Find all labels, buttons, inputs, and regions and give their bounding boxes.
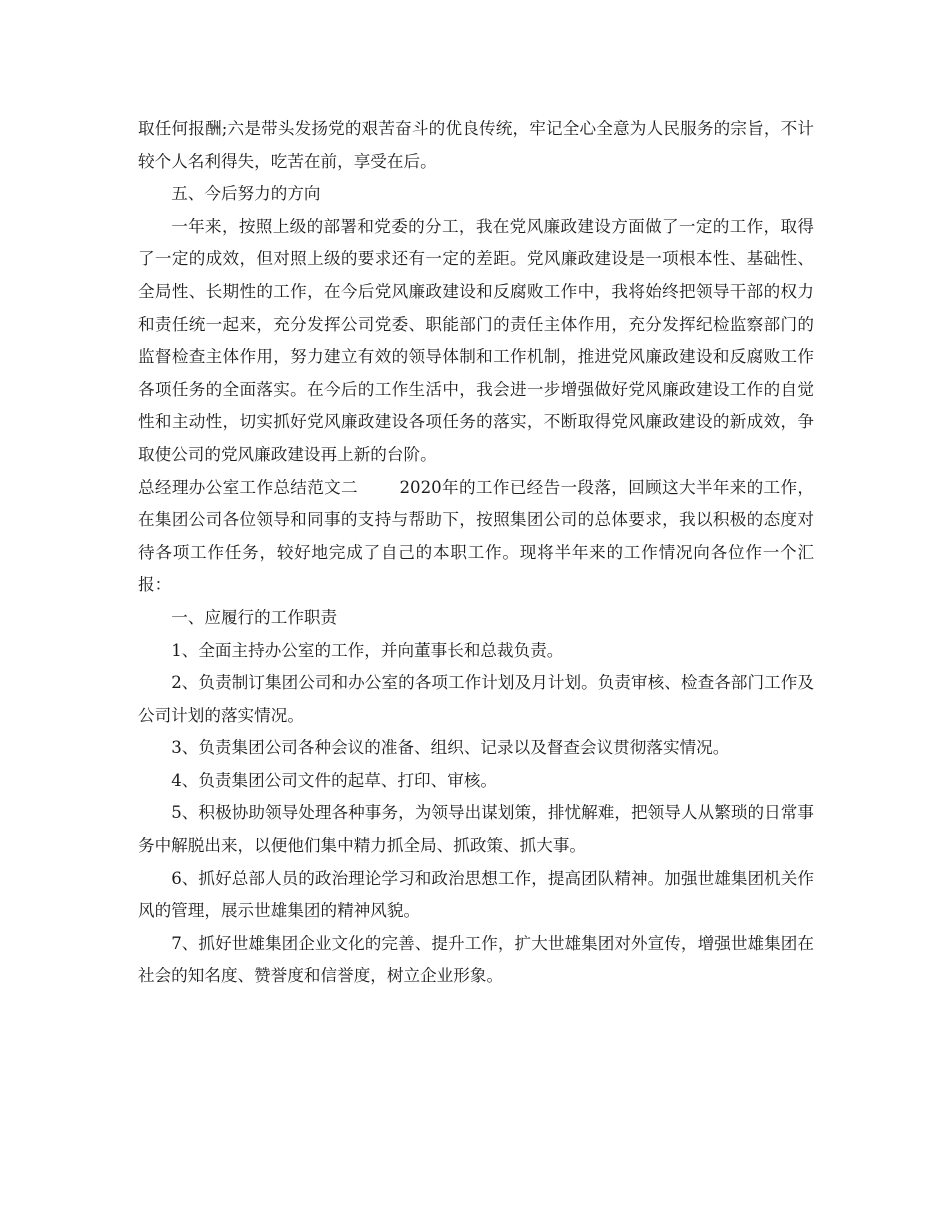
duty-item-2: 2、负责制订集团公司和办公室的各项工作计划及月计划。负责审核、检查各部门工作及公司计划的落实情况。	[138, 673, 814, 725]
duty-item-1: 1、全面主持办公室的工作，并向董事长和总裁负责。	[171, 640, 564, 660]
section-heading-duties: 一、应履行的工作职责	[171, 607, 338, 627]
paragraph-year-review: 一年来，按照上级的部署和党委的分工，我在党风廉政建设方面做了一定的工作，取得了一定的成效，但对照上级的要求还有一定的差距。党风廉政建设是一项根本性、基础性、全局性、长期性的工作，在今后党风廉政建设和反腐败工作中，我将始终把领导干部的权力和责任统一起来，充分发挥公司党委、职能部门的责任主体作用，充分发挥纪检监察部门的监督检查主体作用，努力建立有效的领导体制和工作机制，推进党风廉政建设和反腐败工作各项任务的全面落实。在今后的工作生活中，我会进一步增强做好党风廉政建设工作的自觉性和主动性，切实抓好党风廉政建设各项任务的落实，不断取得党风廉政建设的新成效，争取使公司的党风廉政建设再上新的台阶。	[138, 216, 814, 464]
section-heading-future-direction: 五、今后努力的方向	[171, 184, 321, 204]
duty-item-5: 5、积极协助领导处理各种事务，为领导出谋划策，排忧解难，把领导人从繁琐的日常事务中解脱出来，以便他们集中精力抓全局、抓政策、抓大事。	[138, 803, 814, 856]
document-page	[138, 113, 814, 993]
duty-item-6: 6、抓好总部人员的政治理论学习和政治思想工作，提高团队精神。加强世雄集团机关作风的管理，展示世雄集团的精神风貌。	[138, 868, 814, 921]
paragraph-sample-two	[138, 472, 814, 602]
duty-item-4: 4、负责集团公司文件的起草、打印、审核。	[171, 770, 498, 790]
sample-two-title: 总经理办公室工作总结范文二	[138, 477, 358, 497]
sample-two-intro: 2020年的工作已经告一段落，回顾这大半年来的工作，在集团公司各位领导和同事的支持与帮助下，按照集团公司的总体要求，我以积极的态度对待各项工作任务，较好地完成了自己的本职工作。现将半年来的工作情况向各位作一个汇报：	[138, 477, 814, 595]
paragraph-continuation: 取任何报酬;六是带头发扬党的艰苦奋斗的优良传统，牢记全心全意为人民服务的宗旨，不计较个人名利得失，吃苦在前，享受在后。	[138, 119, 814, 171]
duty-item-7: 7、抓好世雄集团企业文化的完善、提升工作，扩大世雄集团对外宣传，增强世雄集团在社会的知名度、赞誉度和信誉度，树立企业形象。	[138, 933, 814, 986]
duty-item-3: 3、负责集团公司各种会议的准备、组织、记录以及督查会议贯彻落实情况。	[171, 738, 730, 758]
